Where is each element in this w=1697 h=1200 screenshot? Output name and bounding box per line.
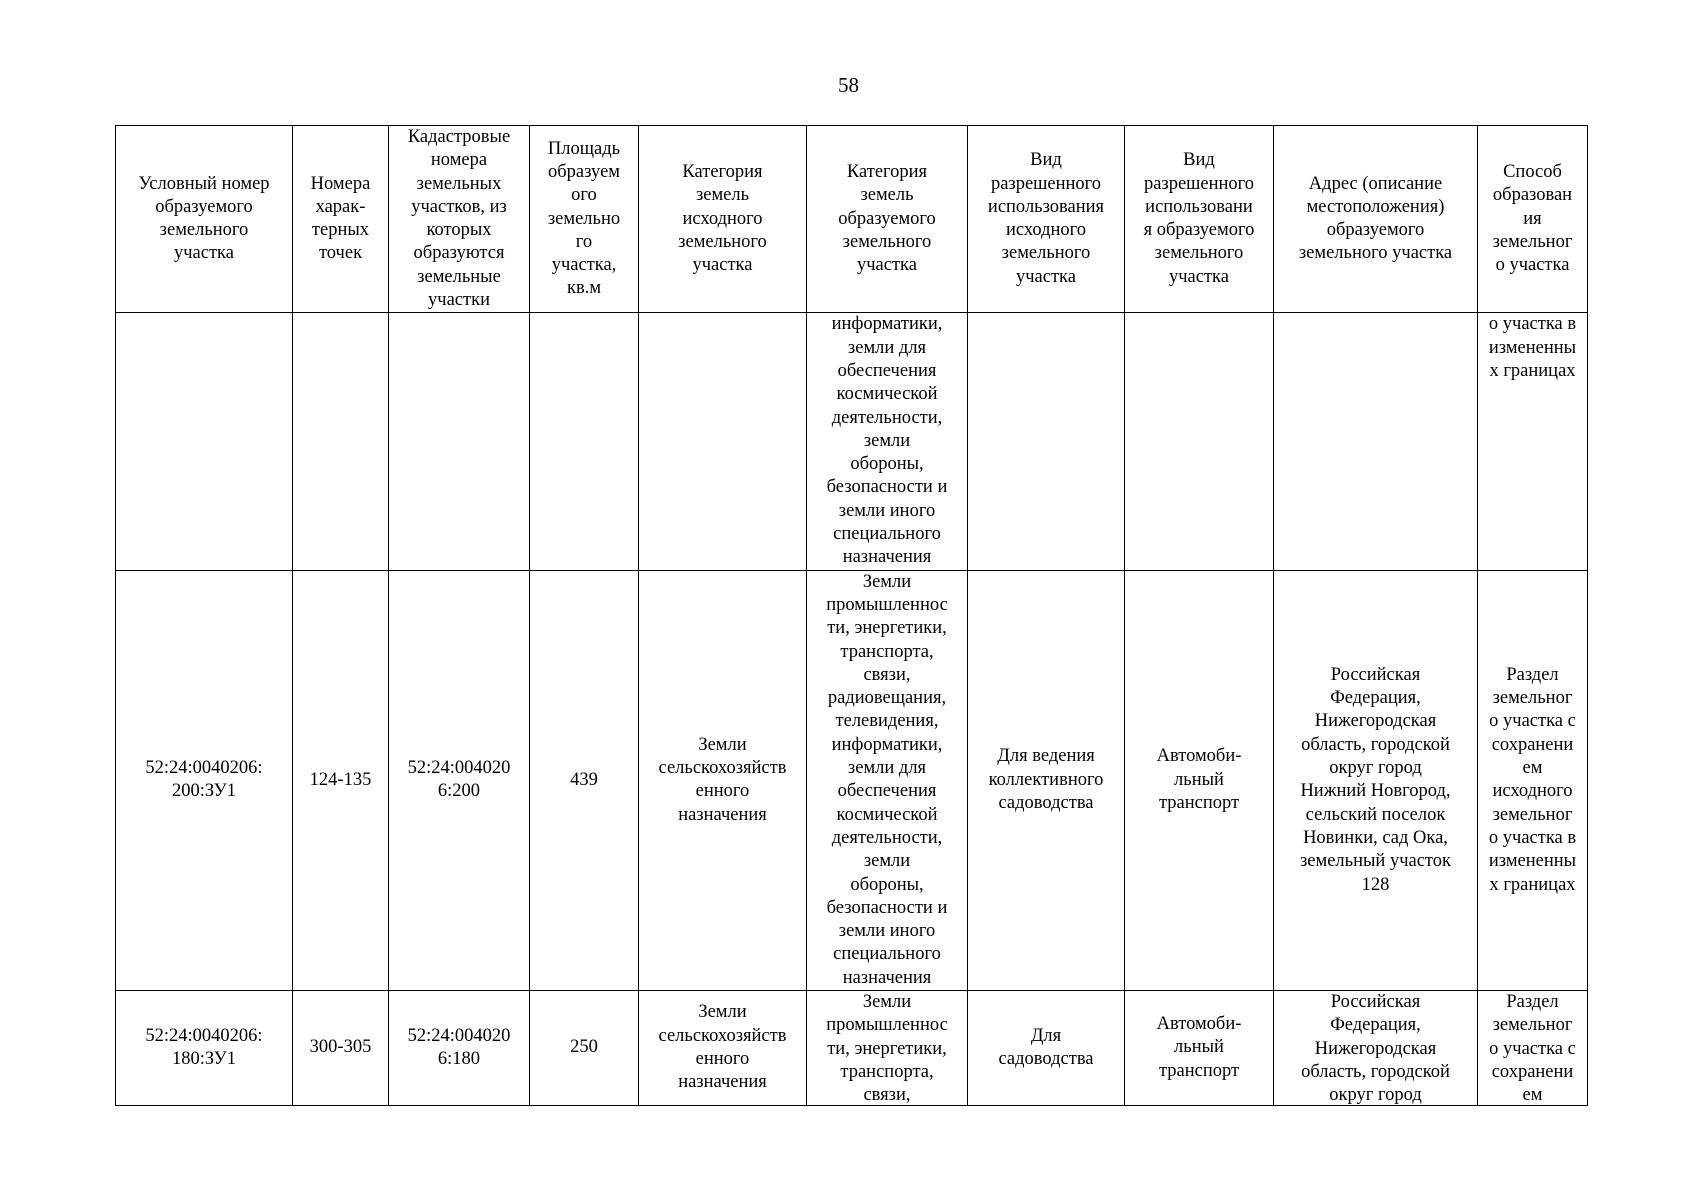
- table-cell: 52:24:004020 6:200: [389, 570, 530, 990]
- table-cell: [116, 313, 293, 570]
- table-row: [116, 570, 1588, 990]
- table-cell: Для садоводства: [968, 990, 1125, 1105]
- table-cell: Земли сельскохозяйств енного назначения: [639, 570, 807, 990]
- header-cell-source-category: Категория земель исходного земельного участка: [639, 126, 807, 313]
- table-cell: 52:24:004020 6:180: [389, 990, 530, 1105]
- table-cell: [389, 313, 530, 570]
- table-cell: 52:24:0040206: 200:ЗУ1: [116, 570, 293, 990]
- table-cell: Для ведения коллективного садоводства: [968, 570, 1125, 990]
- table-cell: Земли промышленнос ти, энергетики, транспорта, связи,: [807, 990, 968, 1105]
- table-cell: Раздел земельног о участка с сохранени ем исходного земельног о участка в измененны х границах: [1478, 570, 1588, 990]
- table-cell: [293, 313, 389, 570]
- header-cell-points: Номера харак- терных точек: [293, 126, 389, 313]
- table-cell: о участка в измененны х границах: [1478, 313, 1588, 570]
- table-row: [116, 313, 1588, 570]
- table-cell: Земли сельскохозяйств енного назначения: [639, 990, 807, 1105]
- table-cell: [639, 313, 807, 570]
- table-cell: информатики, земли для обеспечения космической деятельности, земли обороны, безопасности и земли иного специального назначения: [807, 313, 968, 570]
- table-row: [116, 990, 1588, 1105]
- table-cell: Раздел земельног о участка с сохранени ем: [1478, 990, 1588, 1105]
- table-cell: Российская Федерация, Нижегородская область, городской округ город: [1274, 990, 1478, 1105]
- table-cell: [530, 313, 639, 570]
- table-cell: Земли промышленнос ти, энергетики, транспорта, связи, радиовещания, телевидения, информатики, земли для обеспечения космической деятельности, земли обороны, безопасности и земли иного специального назначения: [807, 570, 968, 990]
- header-cell-source-use: Вид разрешенного использования исходного земельного участка: [968, 126, 1125, 313]
- table-cell: 439: [530, 570, 639, 990]
- header-cell-plot-number: Условный номер образуемого земельного участка: [116, 126, 293, 313]
- header-cell-new-use: Вид разрешенного использовани я образуемого земельного участка: [1125, 126, 1274, 313]
- header-cell-address: Адрес (описание местоположения) образуемого земельного участка: [1274, 126, 1478, 313]
- table-cell: Автомоби- льный транспорт: [1125, 990, 1274, 1105]
- table-cell: 300-305: [293, 990, 389, 1105]
- table-cell: 124-135: [293, 570, 389, 990]
- header-cell-new-category: Категория земель образуемого земельного участка: [807, 126, 968, 313]
- page-number: 58: [838, 73, 859, 97]
- table-header-row: [116, 126, 1588, 313]
- table-cell: 52:24:0040206: 180:ЗУ1: [116, 990, 293, 1105]
- table-cell: Российская Федерация, Нижегородская область, городской округ город Нижний Новгород, сельский поселок Новинки, сад Ока, земельный участок 128: [1274, 570, 1478, 990]
- header-cell-method: Способ образован ия земельног о участка: [1478, 126, 1588, 313]
- header-cell-area: Площадь образуем ого земельно го участка, кв.м: [530, 126, 639, 313]
- table-cell: [968, 313, 1125, 570]
- table-cell: Автомоби- льный транспорт: [1125, 570, 1274, 990]
- table-cell: [1125, 313, 1274, 570]
- header-cell-cadastral-numbers: Кадастровые номера земельных участков, из которых образуются земельные участки: [389, 126, 530, 313]
- land-plots-table: [115, 125, 1588, 1106]
- table-cell: 250: [530, 990, 639, 1105]
- table-cell: [1274, 313, 1478, 570]
